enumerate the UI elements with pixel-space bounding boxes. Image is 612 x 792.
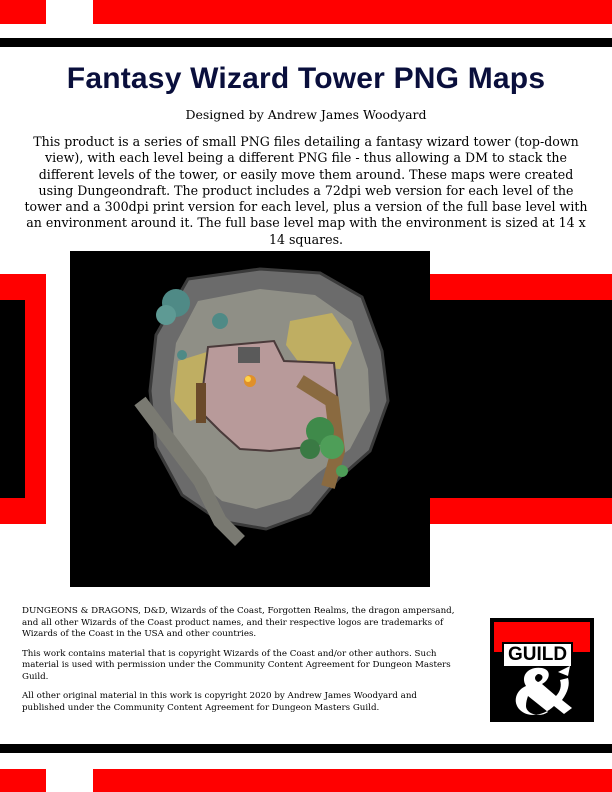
right-black-band xyxy=(429,300,612,498)
top-red-bar-right xyxy=(93,0,612,24)
left-black-band xyxy=(0,300,25,498)
legal-copyright-author: All other original material in this work is copyright 2020 by Andrew James Woodyard and published under the Community Content Agreement for Dungeon Masters Guild. xyxy=(22,691,417,713)
product-description: This product is a series of small PNG files detailing a fantasy wizard tower (top-down view), with each level being a different PNG file - thus allowing a DM to stack the different levels of the tower, or easily move them around. These maps were created using Dungeondraft. The product includes a 72dpi web version for each level of the tower and a 300dpi print version for each level, plus a version of the full base level with an environment around it. The full base level map with the environment is sized at 14 x 14 squares. xyxy=(24,134,588,247)
top-red-bar-left xyxy=(0,0,46,24)
legal-copyright-wotc: This work contains material that is copyright Wizards of the Coast and/or other authors. Such material is used with permission under the Community Content Agreement for Dungeon Masters Guild. xyxy=(22,648,451,682)
byline: Designed by Andrew James Woodyard xyxy=(185,107,427,122)
legal-trademarks: DUNGEONS & DRAGONS, D&D, Wizards of the Coast, Forgotten Realms, the dragon ampersand, and all other Wizards of the Coast product names, and their respective logos are trademarks of Wizards of the Coast in the USA and other countries. xyxy=(22,606,455,639)
logo-label: GUILD xyxy=(502,642,573,668)
map-illustration xyxy=(70,251,430,587)
top-black-rule xyxy=(0,38,612,47)
wizard-tower-map-image xyxy=(70,251,430,587)
legal-notice xyxy=(22,606,462,722)
bottom-red-bar-right xyxy=(93,769,612,792)
dragon-ampersand-icon xyxy=(498,662,586,718)
page-title: Fantasy Wizard Tower PNG Maps xyxy=(66,62,546,95)
bottom-red-bar-left xyxy=(0,769,46,792)
bottom-black-rule xyxy=(0,744,612,753)
dungeon-masters-guild-logo xyxy=(490,618,594,722)
